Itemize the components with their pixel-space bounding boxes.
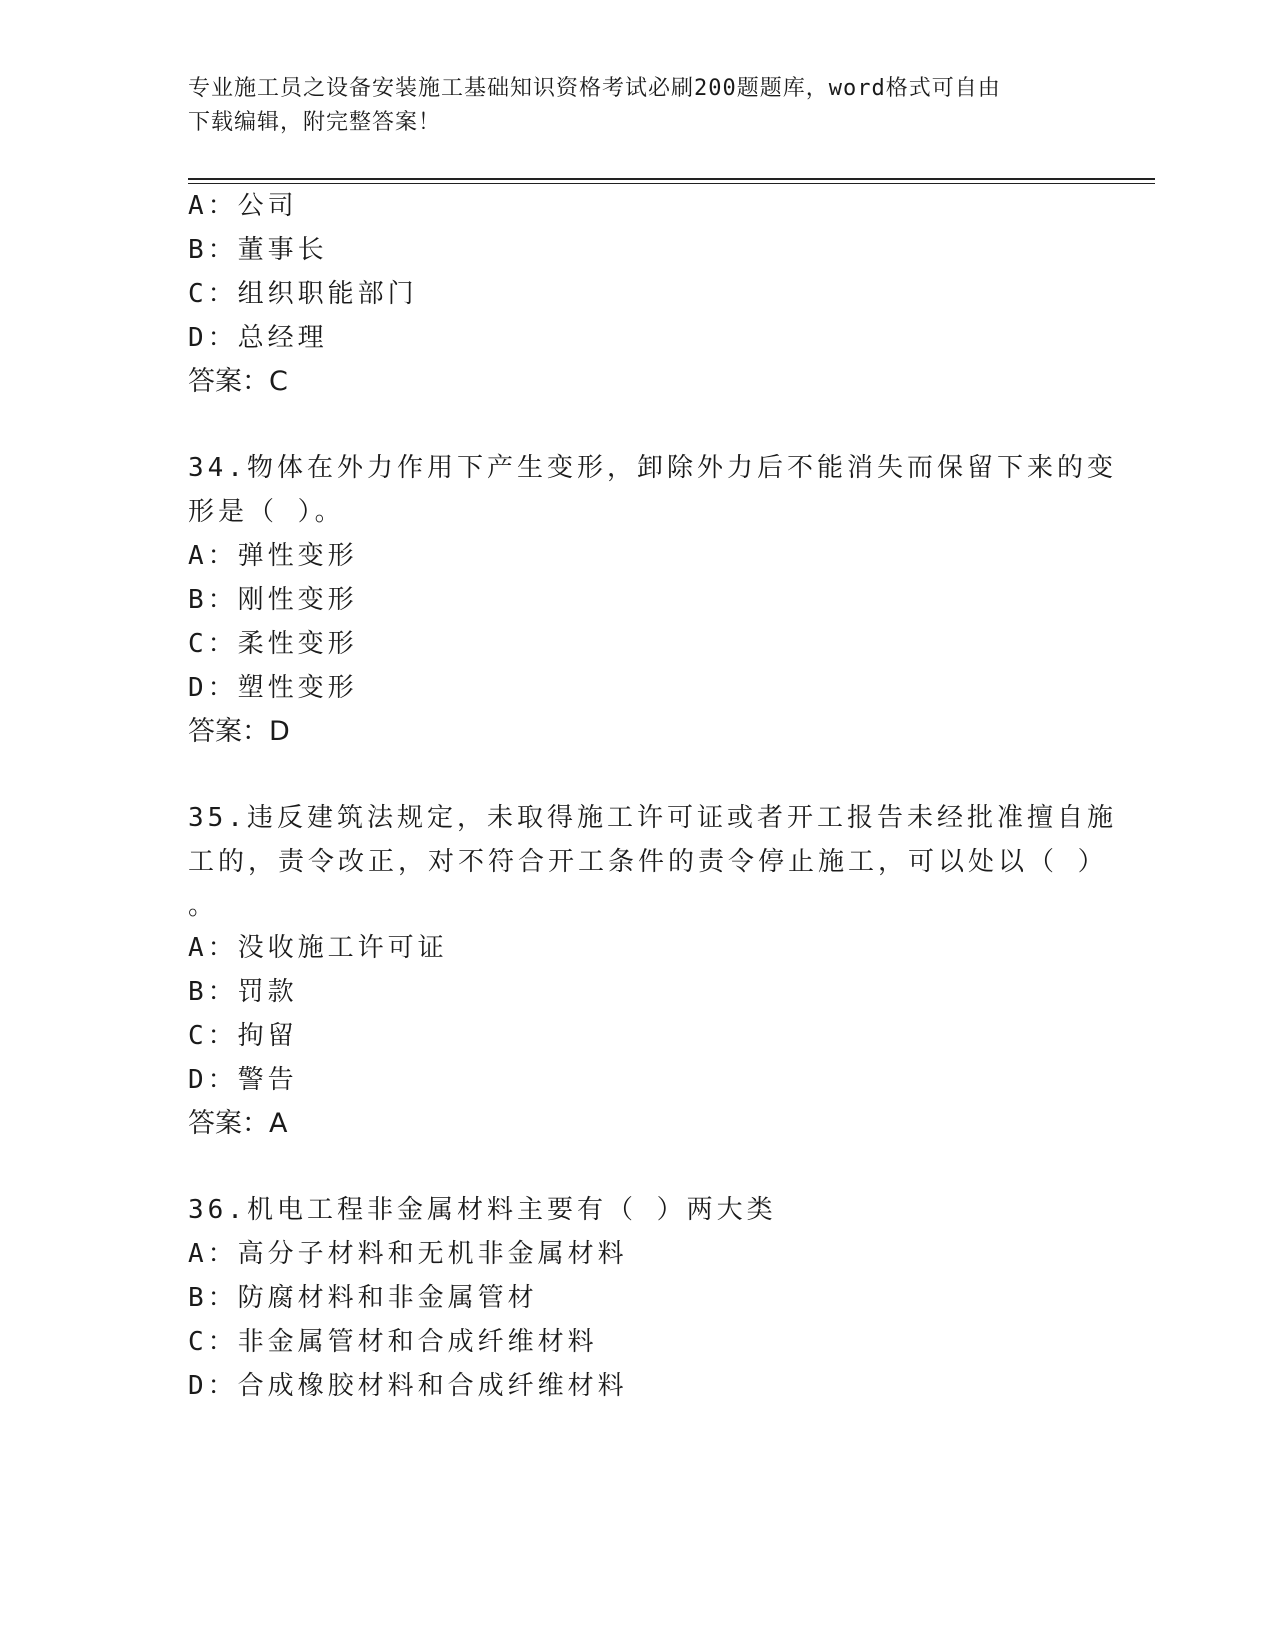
option-b: B：刚性变形 bbox=[188, 585, 358, 615]
option-c: C：组织职能部门 bbox=[188, 279, 418, 309]
question-stem: 35.违反建筑法规定，未取得施工许可证或者开工报告未经批准擅自施 bbox=[188, 803, 1117, 833]
option-c: C：拘留 bbox=[188, 1021, 298, 1051]
answer: 答案：C bbox=[188, 366, 288, 397]
question-stem: 形是（ ）。 bbox=[188, 497, 345, 527]
question-stem: 36.机电工程非金属材料主要有（ ）两大类 bbox=[188, 1195, 777, 1225]
question-stem: 工的，责令改正，对不符合开工条件的责令停止施工，可以处以（ ） bbox=[188, 847, 1108, 877]
option-c: C：非金属管材和合成纤维材料 bbox=[188, 1327, 598, 1357]
option-b: B：罚款 bbox=[188, 977, 298, 1007]
header-line-2: 下载编辑，附完整答案！ bbox=[188, 110, 442, 135]
option-d: D：合成橡胶材料和合成纤维材料 bbox=[188, 1371, 628, 1401]
option-d: D：塑性变形 bbox=[188, 673, 358, 703]
option-a: A：公司 bbox=[188, 191, 298, 221]
question-stem: 34.物体在外力作用下产生变形，卸除外力后不能消失而保留下来的变 bbox=[188, 453, 1117, 483]
document-header bbox=[188, 72, 1068, 140]
question-stem: 。 bbox=[188, 891, 219, 921]
header-line-1: 专业施工员之设备安装施工基础知识资格考试必刷200题题库，word格式可自由 bbox=[188, 76, 1001, 101]
option-d: D：警告 bbox=[188, 1065, 298, 1095]
answer: 答案：D bbox=[188, 716, 290, 747]
header-rule-thick bbox=[188, 178, 1155, 180]
option-a: A：高分子材料和无机非金属材料 bbox=[188, 1239, 628, 1269]
header-rule-thin bbox=[188, 183, 1155, 184]
option-b: B：防腐材料和非金属管材 bbox=[188, 1283, 538, 1313]
answer: 答案：A bbox=[188, 1108, 288, 1139]
option-a: A：没收施工许可证 bbox=[188, 933, 448, 963]
option-a: A：弹性变形 bbox=[188, 541, 358, 571]
option-c: C：柔性变形 bbox=[188, 629, 358, 659]
option-d: D：总经理 bbox=[188, 323, 328, 353]
option-b: B：董事长 bbox=[188, 235, 328, 265]
